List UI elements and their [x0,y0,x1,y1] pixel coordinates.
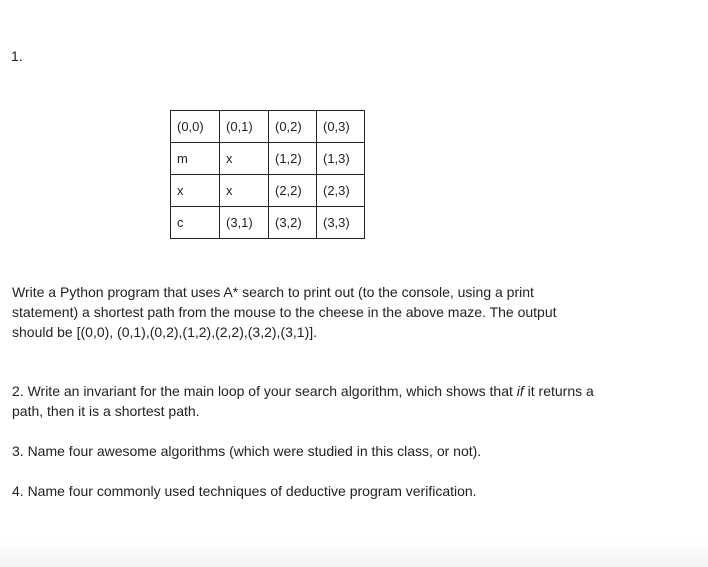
question-2-text [12,381,652,421]
maze-row [171,111,365,143]
maze-cell-wall: x [171,175,220,207]
page-bottom-shade [0,539,708,567]
maze-row [171,207,365,239]
maze-cell: (3,2) [269,207,317,239]
question-2-text-after: it returns a [523,383,594,399]
maze-cell: (1,3) [317,143,365,175]
maze-cell-mouse: m [171,143,220,175]
question-1-line: statement) a shortest path from the mouse to the cheese in the above maze. The output [12,304,557,320]
maze-cell: (3,3) [317,207,365,239]
question-2-text-before: 2. Write an invariant for the main loop of your search algorithm, which shows that [12,383,517,399]
question-2-line [12,381,652,401]
question-1-number: 1. [11,48,23,64]
maze-cell: (1,2) [269,143,317,175]
maze-cell: (0,3) [317,111,365,143]
question-4-text: 4. Name four commonly used techniques of deductive program verification. [12,483,477,499]
maze-cell: (2,3) [317,175,365,207]
question-2-line: path, then it is a shortest path. [12,403,200,419]
maze-cell-wall: x [220,143,269,175]
question-1-line: should be [(0,0), (0,1),(0,2),(1,2),(2,2),(3,2),(3,1)]. [12,324,318,340]
maze-cell-wall: x [220,175,269,207]
maze-cell: (3,1) [220,207,269,239]
maze-row [171,143,365,175]
maze-cell: (2,2) [269,175,317,207]
maze-row [171,175,365,207]
question-2-emphasis: if [516,383,524,399]
maze-cell: (0,2) [269,111,317,143]
maze-cell-cheese: c [171,207,220,239]
question-1-line: Write a Python program that uses A* search to print out (to the console, using a print [12,284,534,300]
question-1-text [12,282,612,342]
maze-cell: (0,1) [220,111,269,143]
maze-grid-table [170,110,365,239]
question-3-text: 3. Name four awesome algorithms (which were studied in this class, or not). [12,443,482,459]
maze-cell: (0,0) [171,111,220,143]
